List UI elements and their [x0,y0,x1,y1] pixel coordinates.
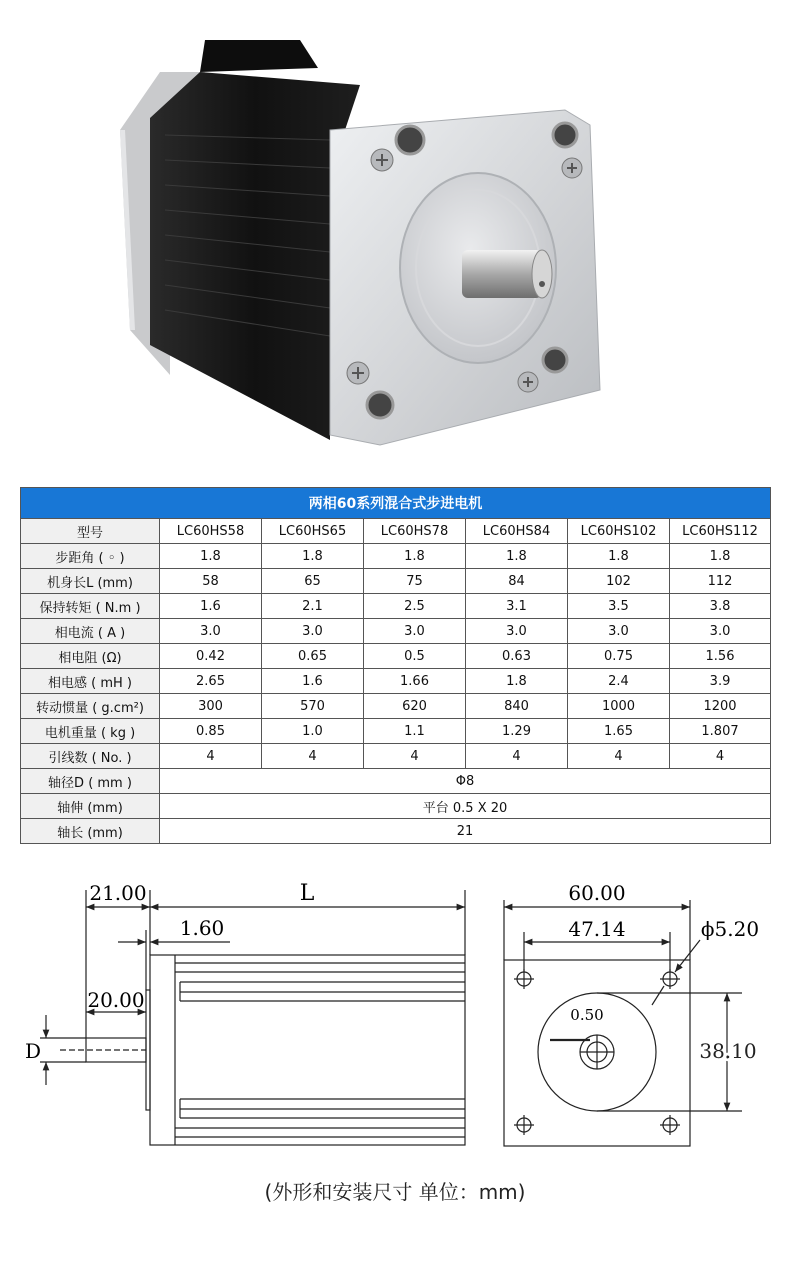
table-cell: 0.5 [364,644,466,669]
table-cell: 4 [466,744,568,769]
table-cell: 2.4 [568,669,670,694]
table-cell: 1.8 [466,544,568,569]
dim-shaft-length: 21.00 [89,881,147,905]
table-cell: 0.75 [568,644,670,669]
model-cell: LC60HS58 [160,519,262,544]
table-cell: 4 [568,744,670,769]
dim-width: 60.00 [568,881,626,905]
table-cell: 112 [670,569,771,594]
side-view [40,890,465,1145]
dim-hole-spacing: 47.14 [568,917,626,941]
table-cell: 102 [568,569,670,594]
table-cell: 1200 [670,694,771,719]
row-label: 步距角 ( ◦ ) [21,544,160,569]
row-label: 轴径D ( mm ) [21,769,160,794]
merged-cell: 21 [160,819,771,844]
table-row [21,819,771,844]
table-cell: 3.1 [466,594,568,619]
table-cell: 0.42 [160,644,262,669]
table-row [21,644,771,669]
table-cell: 1.6 [262,669,364,694]
row-label: 相电阻 (Ω) [21,644,160,669]
table-cell: 1.8 [568,544,670,569]
table-cell: 1.8 [466,669,568,694]
table-cell: 1.65 [568,719,670,744]
table-row [21,594,771,619]
table-cell: 1.56 [670,644,771,669]
table-cell: 570 [262,694,364,719]
table-row [21,619,771,644]
row-label: 引线数 ( No. ) [21,744,160,769]
caption: (外形和安装尺寸 单位：mm) [264,1180,526,1204]
table-cell: 3.9 [670,669,771,694]
row-label: 轴伸 (mm) [21,794,160,819]
model-cell: LC60HS78 [364,519,466,544]
table-cell: 3.5 [568,594,670,619]
table-cell: 0.65 [262,644,364,669]
row-label: 电机重量 ( kg ) [21,719,160,744]
table-cell: 1.8 [670,544,771,569]
row-label: 机身长L (mm) [21,569,160,594]
table-cell: 3.0 [160,619,262,644]
table-cell: 620 [364,694,466,719]
header-label: 型号 [21,519,160,544]
table-cell: 1.6 [160,594,262,619]
table-header-row [21,519,771,544]
table-cell: 1.29 [466,719,568,744]
dim-hole-dia: ϕ5.20 [700,917,760,941]
row-label: 轴长 (mm) [21,819,160,844]
merged-cell: 平台 0.5 X 20 [160,794,771,819]
table-cell: 3.0 [670,619,771,644]
model-cell: LC60HS84 [466,519,568,544]
table-row [21,669,771,694]
table-cell: 0.85 [160,719,262,744]
dim-shaft-ext: 20.00 [87,988,145,1012]
table-row [21,544,771,569]
table-cell: 1000 [568,694,670,719]
table-cell: 2.5 [364,594,466,619]
table-row [21,794,771,819]
model-cell: LC60HS112 [670,519,771,544]
motor-photo [0,0,790,470]
table-cell: 840 [466,694,568,719]
dim-shaft-dia: D [24,1039,42,1063]
table-cell: 75 [364,569,466,594]
table-cell: 1.66 [364,669,466,694]
table-cell: 65 [262,569,364,594]
model-cell: LC60HS65 [262,519,364,544]
row-label: 相电流 ( A ) [21,619,160,644]
table-cell: 3.0 [262,619,364,644]
table-cell: 1.0 [262,719,364,744]
row-label: 保持转矩 ( N.m ) [21,594,160,619]
table-cell: 2.1 [262,594,364,619]
table-row [21,769,771,794]
table-cell: 4 [160,744,262,769]
table-cell: 4 [670,744,771,769]
table-cell: 1.1 [364,719,466,744]
model-cell: LC60HS102 [568,519,670,544]
table-cell: 2.65 [160,669,262,694]
table-cell: 1.807 [670,719,771,744]
table-row [21,719,771,744]
table-cell: 4 [262,744,364,769]
row-label: 转动惯量 ( g.cm²) [21,694,160,719]
dim-flat: 0.50 [570,1006,604,1024]
table-cell: 58 [160,569,262,594]
table-cell: 4 [364,744,466,769]
table-cell: 3.8 [670,594,771,619]
table-row [21,569,771,594]
table-cell: 3.0 [568,619,670,644]
table-row [21,744,771,769]
table-cell: 84 [466,569,568,594]
table-cell: 3.0 [364,619,466,644]
table-cell: 1.8 [160,544,262,569]
table-cell: 3.0 [466,619,568,644]
table-cell: 1.8 [364,544,466,569]
table-cell: 0.63 [466,644,568,669]
dim-flange: 1.60 [179,916,225,940]
table-title: 两相60系列混合式步进电机 [21,488,771,519]
table-cell: 300 [160,694,262,719]
table-row [21,694,771,719]
spec-table [20,487,770,844]
dimension-drawing [0,860,790,1160]
row-label: 相电感 ( mH ) [21,669,160,694]
table-cell: 1.8 [262,544,364,569]
merged-cell: Φ8 [160,769,771,794]
dim-boss: 38.10 [699,1039,757,1063]
dim-body-length: L [299,881,315,906]
